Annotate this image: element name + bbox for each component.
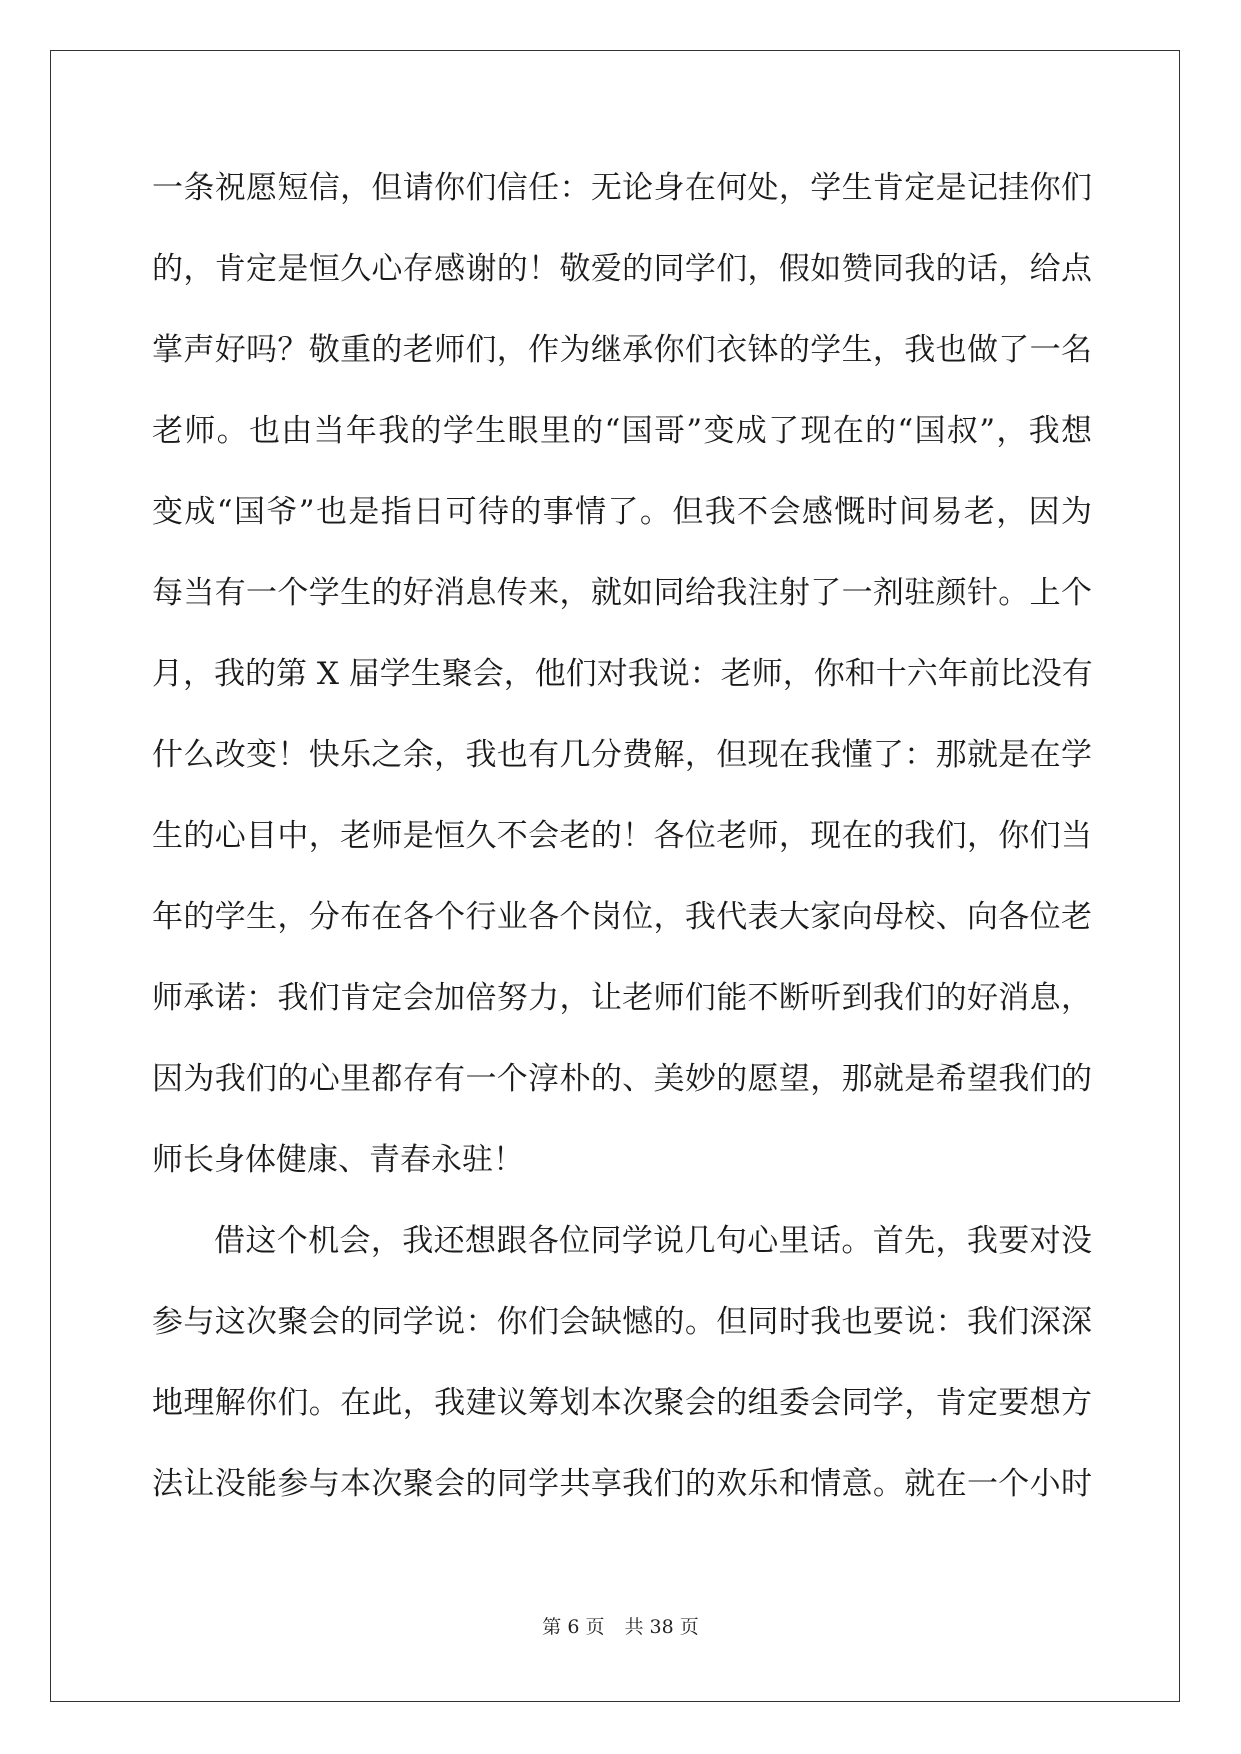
page-total: 共 38 页 [624, 1616, 699, 1638]
text-line: 师承诺：我们肯定会加倍努力，让老师们能不断听到我们的好消息， [152, 980, 1092, 1016]
text-line: 师长身体健康、青春永驻！ [152, 1142, 524, 1178]
text-line: 每当有一个学生的好消息传来，就如同给我注射了一剂驻颜针。上个 [152, 575, 1092, 611]
text-line: 年的学生，分布在各个行业各个岗位，我代表大家向母校、向各位老 [152, 899, 1092, 935]
text-line: 生的心目中，老师是恒久不会老的！各位老师，现在的我们，你们当 [152, 818, 1092, 854]
text-line: 地理解你们。在此，我建议筹划本次聚会的组委会同学，肯定要想方 [152, 1385, 1092, 1421]
text-line: 的，肯定是恒久心存感谢的！敬爱的同学们，假如赞同我的话，给点 [152, 251, 1092, 287]
text-line: 掌声好吗？敬重的老师们，作为继承你们衣钵的学生，我也做了一名 [152, 332, 1092, 368]
text-line: 借这个机会，我还想跟各位同学说几句心里话。首先，我要对没 [214, 1223, 1092, 1259]
text-line: 法让没能参与本次聚会的同学共享我们的欢乐和情意。就在一个小时 [152, 1466, 1092, 1502]
text-line: 老师。也由当年我的学生眼里的“国哥”变成了现在的“国叔”，我想 [152, 413, 1092, 449]
text-line: 变成“国爷”也是指日可待的事情了。但我不会感慨时间易老，因为 [152, 494, 1092, 530]
text-line: 月，我的第 X 届学生聚会，他们对我说：老师，你和十六年前比没有 [152, 656, 1093, 692]
text-line: 一条祝愿短信，但请你们信任：无论身在何处，学生肯定是记挂你们 [152, 170, 1092, 206]
document-body [152, 158, 1092, 1535]
page-footer [0, 1612, 1241, 1639]
text-line: 因为我们的心里都存有一个淳朴的、美妙的愿望，那就是希望我们的 [152, 1061, 1092, 1097]
text-line: 什么改变！快乐之余，我也有几分费解，但现在我懂了：那就是在学 [152, 737, 1092, 773]
page-number: 第 6 页 [542, 1616, 605, 1638]
text-line: 参与这次聚会的同学说：你们会缺憾的。但同时我也要说：我们深深 [152, 1304, 1092, 1340]
